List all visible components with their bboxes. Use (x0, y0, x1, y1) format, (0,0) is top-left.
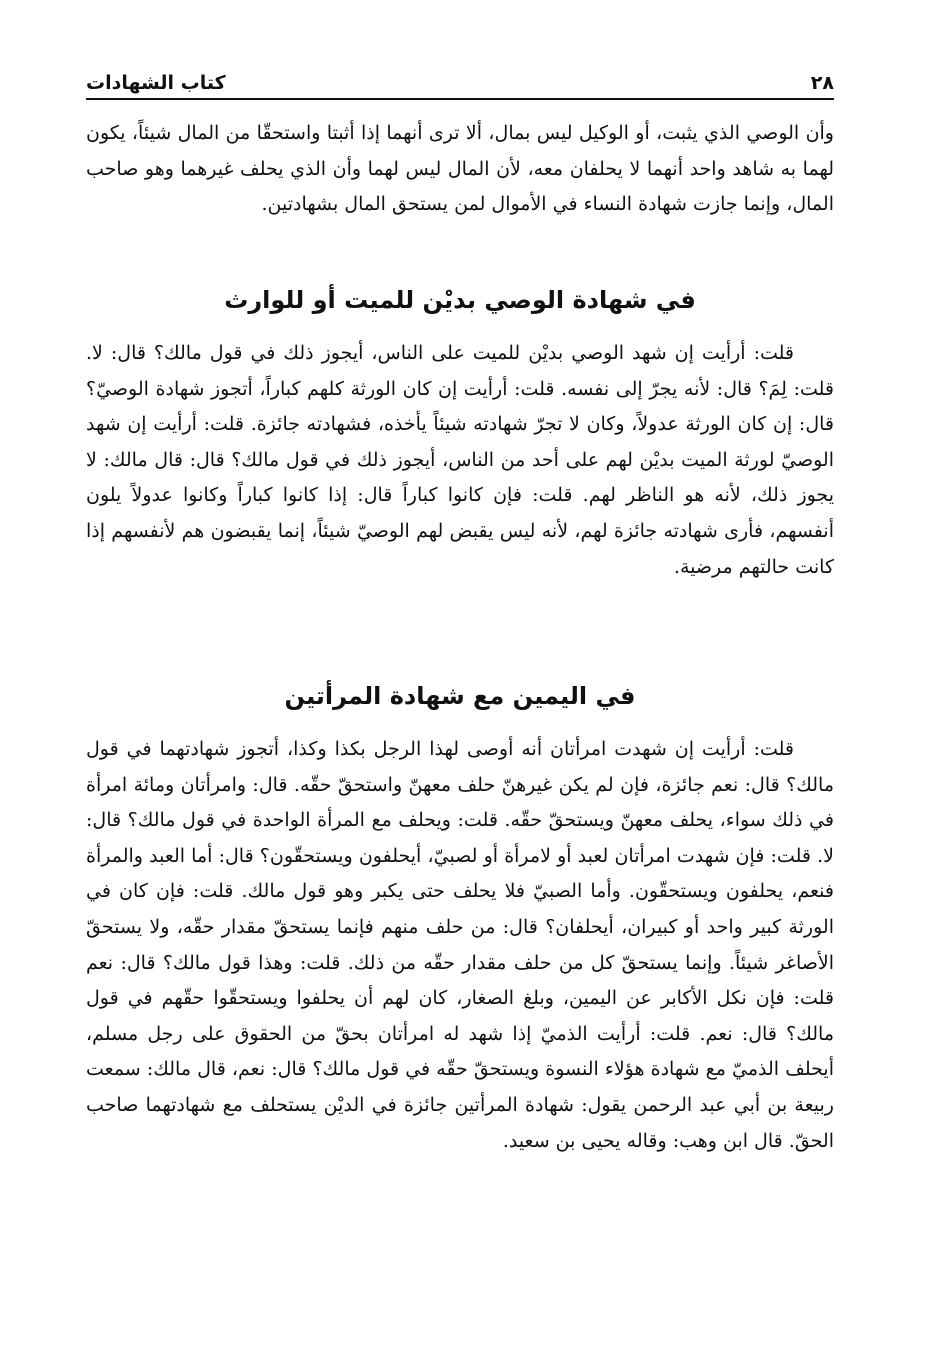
book-title: كتاب الشهادات (86, 72, 226, 94)
section-heading-executor-testimony: في شهادة الوصي بديْن للميت أو للوارث (224, 286, 696, 314)
section-heading-oath-two-women: في اليمين مع شهادة المرأتين (284, 682, 636, 710)
paragraph-executor-testimony: قلت: أرأيت إن شهد الوصي بديْن للميت على الناس، أيجوز ذلك في قول مالك؟ قال: لا. قلت: لِمَ؟ قال: لأنه يجرّ إلى نفسه. قلت: أرأيت إن كان الورثة كلهم كباراً، أتجوز شهادة الوصيّ؟ قال: إن كان الورثة عدولاً، وكان لا تجرّ شهادته شيئاً يأخذه، فشهادته جائزة. قلت: أرأيت إن شهد الوصيّ لورثة الميت بديْن لهم على أحد من الناس، أيجوز ذلك في قول مالك؟ قال: قال مالك: لا يجوز ذلك، لأنه هو الناظر لهم. قلت: فإن كانوا كباراً قال: إذا كانوا كباراً وكانوا عدولاً يلون أنفسهم، فأرى شهادته جائزة لهم، لأنه ليس يقبض لهم الوصيّ شيئاً، إنما يقبضون هم لأنفسهم إذا كانت حالتهم مرضية. (86, 342, 834, 578)
page-body (86, 116, 834, 1159)
paragraph-continuation: وأن الوصي الذي يثبت، أو الوكيل ليس بمال، ألا ترى أنهما إذا أثبتا واستحقّا من المال شيئاً، يكون لهما به شاهد واحد أنهما لا يحلفان معه، لأن المال ليس لهما وأن الذي يحلف غيرهما وهو صاحب المال، وإنما جازت شهادة النساء في الأموال لمن يستحق المال بشهادتين. (86, 122, 834, 216)
running-header (86, 62, 834, 100)
paragraph-oath-two-women: قلت: أرأيت إن شهدت امرأتان أنه أوصى لهذا الرجل بكذا وكذا، أتجوز شهادتهما في قول مالك؟ قال: نعم جائزة، فإن لم يكن غيرهنّ حلف معهنّ واستحقّ حقّه. قال: وامرأتان ومائة امرأة في ذلك سواء، يحلف معهنّ ويستحقّ حقّه. قلت: ويحلف مع المرأة الواحدة في قول مالك؟ قال: لا. قلت: فإن شهدت امرأتان لعبد أو لامرأة أو لصبيّ، أيحلفون ويستحقّون؟ قال: أما العبد والمرأة فنعم، يحلفون ويستحقّون. وأما الصبيّ فلا يحلف حتى يكبر وهو قول مالك. قلت: فإن كان في الورثة كبير واحد أو كبيران، أيحلفان؟ قال: من حلف منهم فإنما يستحقّ مقدار حقّه، ولا يستحقّ الأصاغر شيئاً. وإنما يستحقّ كل من حلف مقدار حقّه من ذلك. قلت: وهذا قول مالك؟ قال: نعم قلت: فإن نكل الأكابر عن اليمين، وبلغ الصغار، كان لهم أن يحلفوا ويستحقّوا حقّهم في قول مالك؟ قال: نعم. قلت: أرأيت الذميّ إذا شهد له امرأتان بحقّ من الحقوق على رجل مسلم، أيحلف الذميّ مع شهادة هؤلاء النسوة ويستحقّ حقّه في قول مالك؟ قال: نعم، قال مالك: سمعت ربيعة بن أبي عبد الرحمن يقول: شهادة المرأتين جائزة في الديْن يستحلف مع شهادتهما صاحب الحقّ. قال ابن وهب: وقاله يحيى بن سعيد. (86, 738, 834, 1152)
page-number: ٢٨ (810, 72, 834, 94)
